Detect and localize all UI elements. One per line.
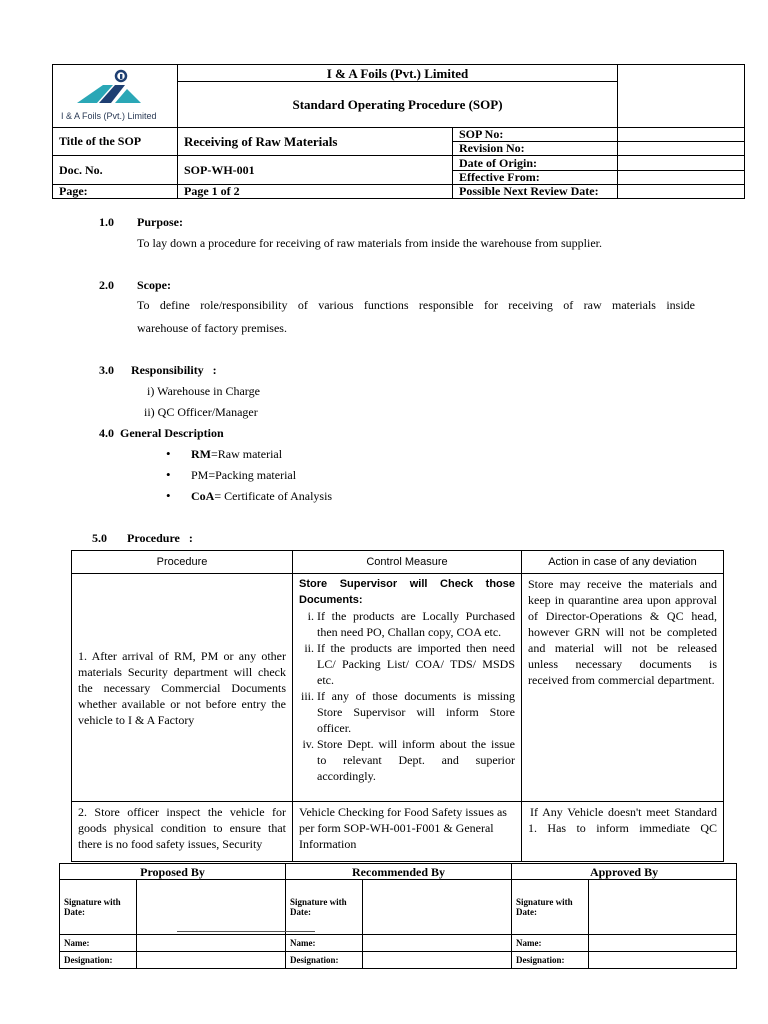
procedure-column-header: Procedure xyxy=(72,551,293,574)
approved-by-heading: Approved By xyxy=(512,864,737,880)
scope-number: 2.0 xyxy=(99,278,114,292)
definition-item: • RM=Raw material xyxy=(191,447,282,461)
name-label: Name: xyxy=(512,935,589,952)
scope-text-line2: warehouse of factory premises. xyxy=(137,321,287,335)
effective-label: Effective From: xyxy=(453,171,618,185)
approved-signature-field[interactable] xyxy=(589,880,737,935)
page-label: Page: xyxy=(53,185,178,199)
signoff-table xyxy=(59,863,737,969)
deviation-action-1: Store may receive the materials and keep in quarantine area upon approval of Director-Operations & QC head, however GRN will not be completed and material will not be released unless necessary documents is received from commercial department. xyxy=(522,574,724,802)
sop-no-value xyxy=(618,128,745,142)
recommended-signature-field[interactable] xyxy=(363,880,512,935)
control-item: i. If the products are Locally Purchased then need PO, Challan copy, COA etc. xyxy=(307,609,515,639)
proposed-designation-field[interactable] xyxy=(137,952,286,969)
name-label: Name: xyxy=(286,935,363,952)
purpose-number: 1.0 xyxy=(99,215,114,229)
approved-name-field[interactable] xyxy=(589,935,737,952)
definition-item: • PM=Packing material xyxy=(191,468,296,482)
responsibility-number: 3.0 xyxy=(99,363,114,377)
title-value: Receiving of Raw Materials xyxy=(178,128,453,156)
docno-label: Doc. No. xyxy=(53,156,178,185)
recommended-designation-field[interactable] xyxy=(363,952,512,969)
control-title: Store Supervisor will Check those Documents: xyxy=(299,578,515,606)
deviation-action-2: If Any Vehicle doesn't meet Standard 1. Has to inform immediate QC xyxy=(522,802,724,862)
designation-label: Designation: xyxy=(60,952,137,969)
signature-line xyxy=(177,931,315,932)
scope-heading: Scope: xyxy=(137,278,171,292)
purpose-heading: Purpose: xyxy=(137,215,183,229)
procedure-number: 5.0 xyxy=(92,531,107,545)
company-name: I & A Foils (Pvt.) Limited xyxy=(178,65,618,82)
action-column-header: Action in case of any deviation xyxy=(522,551,724,574)
responsibility-item: i) Warehouse in Charge xyxy=(147,384,260,398)
logo-cell xyxy=(53,65,178,128)
header-blank-cell xyxy=(618,65,745,128)
control-item: ii. If the products are imported then need LC/ Packing List/ COA/ TDS/ MSDS etc. xyxy=(304,641,515,687)
procedure-heading: Procedure : xyxy=(127,531,193,545)
control-item: iv. Store Dept. will inform about the issue to relevant Dept. and superior accordingly. xyxy=(302,737,515,783)
sop-no-label: SOP No: xyxy=(453,128,618,142)
company-logo-icon xyxy=(75,67,145,111)
page-value: Page 1 of 2 xyxy=(178,185,453,199)
revision-label: Revision No: xyxy=(453,142,618,156)
recommended-name-field[interactable] xyxy=(363,935,512,952)
approved-designation-field[interactable] xyxy=(589,952,737,969)
definition-item: • CoA= Certificate of Analysis xyxy=(191,489,332,503)
control-measure-2: Vehicle Checking for Food Safety issues as per form SOP-WH-001-F001 & General Information xyxy=(293,802,522,862)
procedure-step-1: 1. After arrival of RM, PM or any other materials Security department will check the necessary Commercial Documents whether available or not before entry the vehicle to I & A Factory xyxy=(72,574,293,802)
origin-value xyxy=(618,156,745,171)
scope-text-line1: To define role/responsibility of various functions responsible for receiving of raw materials inside xyxy=(137,298,695,312)
docno-value: SOP-WH-001 xyxy=(178,156,453,185)
control-item: iii. If any of those documents is missing Store Supervisor will inform Store officer. xyxy=(300,689,515,735)
signature-label: Signature with Date: xyxy=(286,880,363,935)
sop-header-table xyxy=(52,64,745,199)
responsibility-heading: Responsibility : xyxy=(131,363,217,377)
proposed-name-field[interactable] xyxy=(137,935,286,952)
logo-text: I & A Foils (Pvt.) Limited xyxy=(61,111,157,121)
review-value xyxy=(618,185,745,199)
proposed-signature-field[interactable] xyxy=(137,880,286,935)
control-measure-1 xyxy=(293,574,522,802)
title-label: Title of the SOP xyxy=(53,128,178,156)
name-label: Name: xyxy=(60,935,137,952)
control-items-list xyxy=(299,608,515,784)
revision-value xyxy=(618,142,745,156)
purpose-text: To lay down a procedure for receiving of raw materials from inside the warehouse from supplier. xyxy=(137,236,602,250)
document-type: Standard Operating Procedure (SOP) xyxy=(178,82,618,128)
responsibility-item: ii) QC Officer/Manager xyxy=(144,405,258,419)
effective-value xyxy=(618,171,745,185)
review-label: Possible Next Review Date: xyxy=(453,185,618,199)
procedure-step-2: 2. Store officer inspect the vehicle for goods physical condition to ensure that there is no food safety issues, Security xyxy=(72,802,293,862)
procedure-table xyxy=(71,550,724,862)
proposed-by-heading: Proposed By xyxy=(60,864,286,880)
control-column-header: Control Measure xyxy=(293,551,522,574)
signature-label: Signature with Date: xyxy=(512,880,589,935)
signature-label: Signature with Date: xyxy=(60,880,137,935)
origin-label: Date of Origin: xyxy=(453,156,618,171)
designation-label: Designation: xyxy=(286,952,363,969)
general-description-heading: 4.0 General Description xyxy=(99,426,224,440)
recommended-by-heading: Recommended By xyxy=(286,864,512,880)
designation-label: Designation: xyxy=(512,952,589,969)
